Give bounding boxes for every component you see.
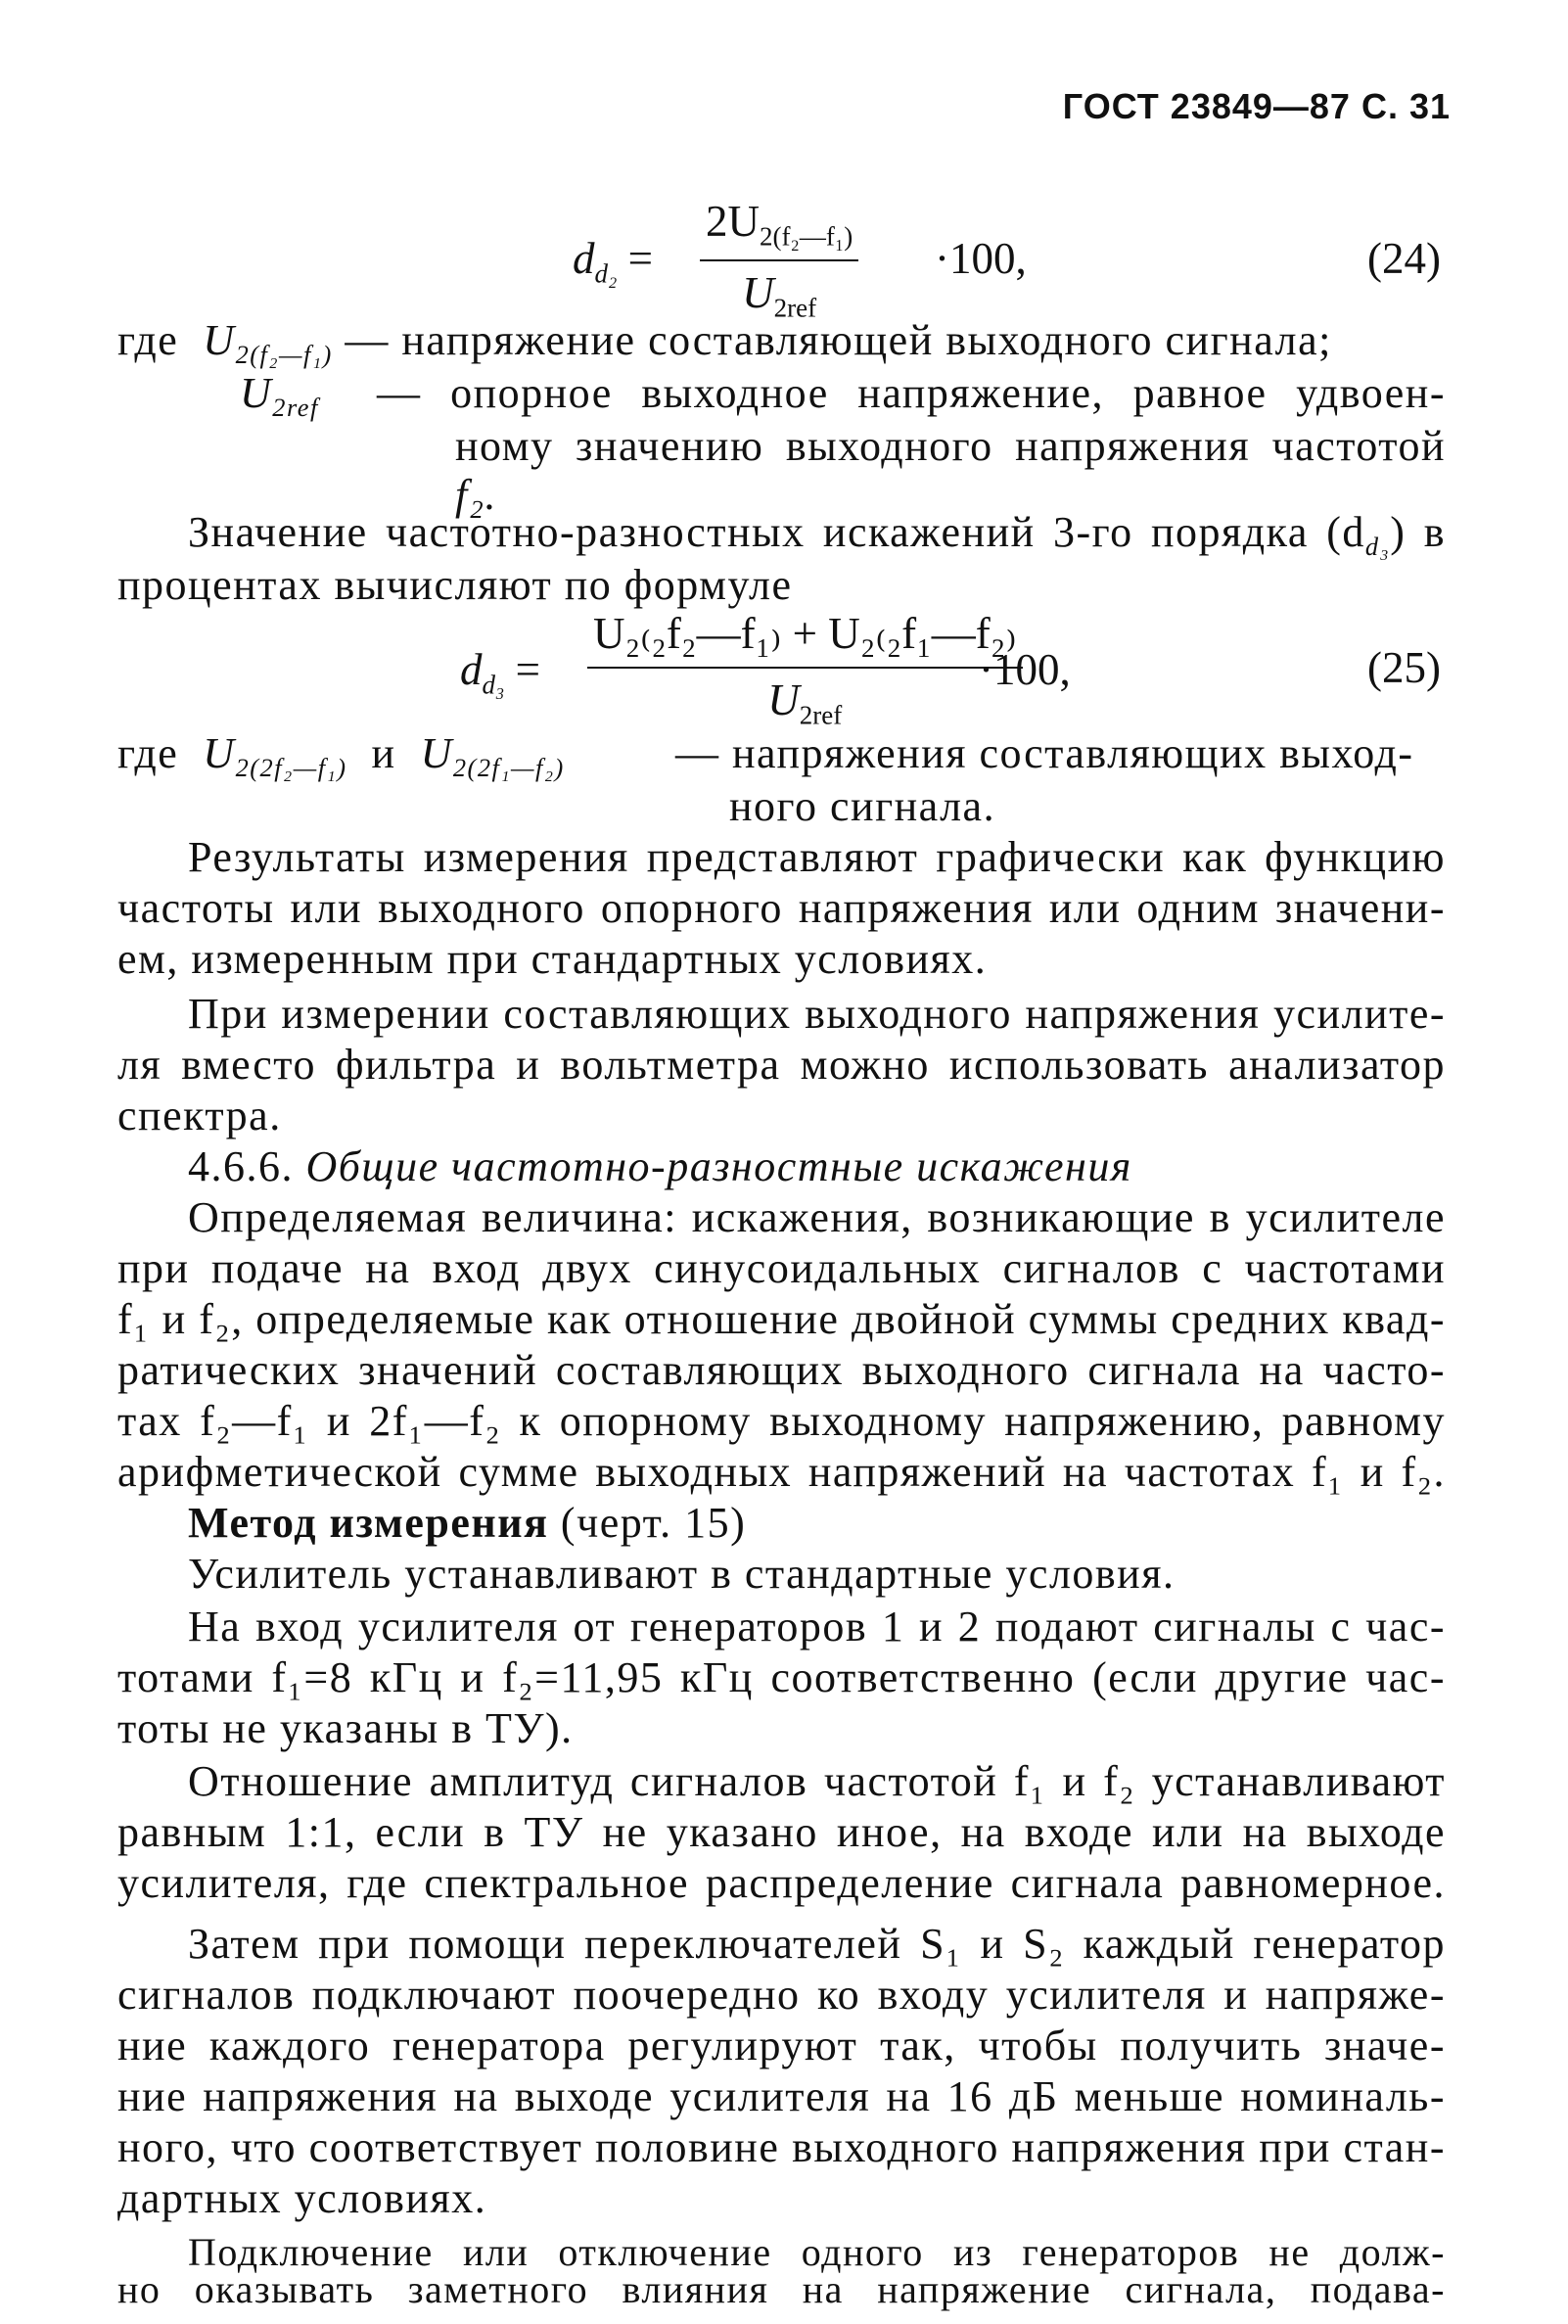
body-3-line-1: Отношение амплитуд сигналов частотой f₁ и f₂ устанавливают — [188, 1757, 1446, 1805]
def-25-line-2: ного сигнала. — [729, 782, 996, 830]
def-24-line-2: $U_{2ref}$ — опорное выходное напряжение, равное удвоен- — [240, 369, 1446, 423]
equation-number-25: (25) — [1367, 643, 1441, 692]
body-5-line-1: Подключение или отключение одного из генераторов не долж- — [188, 2230, 1446, 2274]
def-24-line-3: ному значению выходного напряжения частотой — [455, 422, 1446, 470]
definition-line-2: при подаче на вход двух синусоидальных сигналов с частотами — [117, 1244, 1446, 1292]
definition-line-4: ратических значений составляющих выходного сигнала на часто- — [117, 1346, 1446, 1394]
definition-line-3: f₁ и f₂, определяемые как отношение двойной суммы средних квад- — [117, 1295, 1446, 1343]
para-1-line-3: ем, измеренным при стандартных условиях. — [117, 935, 988, 983]
body-4-line-4: ние напряжения на выходе усилителя на 16 дБ меньше номиналь- — [117, 2072, 1446, 2120]
definition-line-6: арифметической сумме выходных напряжений на частотах f₁ и f₂. — [117, 1448, 1446, 1496]
body-4-line-5: ного, что соответствует половине выходного напряжения при стан- — [117, 2123, 1446, 2171]
formula-25-fraction: U₂₍₂f₂—f₁₎ + U₂₍₂f₁—f₂₎ $U_{2ref}$ — [587, 607, 1023, 730]
para-1-line-2: частоты или выходного опорного напряжения или одним значени- — [117, 884, 1446, 932]
body-4-line-2: сигналов подключают поочередно ко входу усилителя и напряже- — [117, 1971, 1446, 2019]
body-2-line-3: тоты не указаны в ТУ). — [117, 1704, 574, 1752]
para-2-line-2: ля вместо фильтра и вольтметра можно использовать анализатор — [117, 1041, 1446, 1089]
def-24-line-4: f₂. — [455, 471, 498, 519]
body-2-line-2: тотами f₁=8 кГц и f₂=11,95 кГц соответственно (если другие час- — [117, 1653, 1446, 1701]
formula-24-lhs: $d_{d_2}$ = — [573, 234, 654, 289]
body-3-line-2: равным 1:1, если в ТУ не указано иное, на входе или на выходе — [117, 1808, 1446, 1856]
formula-25-lhs: $d_{d_3}$ = — [460, 645, 541, 700]
method-heading: Метод измерения (черт. 15) — [188, 1499, 747, 1547]
para-2-line-1: При измерении составляющих выходного напряжения усилите- — [188, 990, 1446, 1038]
page-header: ГОСТ 23849—87 С. 31 — [1062, 86, 1451, 126]
formula-24-tail: ·100, — [935, 234, 1027, 283]
body-4-line-3: ние каждого генератора регулируют так, чтобы получить значе- — [117, 2022, 1446, 2069]
formula-24-fraction: $2U_{2(f_2—f_1)}$ $U_{2ref}$ — [700, 196, 858, 324]
equation-number-24: (24) — [1367, 234, 1441, 283]
definition-line-5: тах f₂—f₁ и 2f₁—f₂ к опорному выходному напряжению, равному — [117, 1397, 1446, 1445]
formula-25-tail: ·100, — [979, 645, 1071, 694]
body-3-line-3: усилителя, где спектральное распределение сигнала равномерное. — [117, 1859, 1446, 1907]
formula-25 — [460, 609, 1341, 732]
body-5-line-2: но оказывать заметного влияния на напряжение сигнала, подава- — [117, 2267, 1446, 2311]
body-1-line-1: Усилитель устанавливают в стандартные условия. — [188, 1550, 1176, 1598]
para-2-line-3: спектра. — [117, 1092, 282, 1139]
formula-24 — [573, 197, 1258, 323]
intro-25-line-1: Значение частотно-разностных искажений 3-го порядка $(d_{d_3})$ в — [188, 508, 1446, 562]
para-1-line-1: Результаты измерения представляют графически как функцию — [188, 833, 1446, 881]
def-25-line-1: где $U_{2(2f_2—f_1)}$ и $U_{2(2f_1—f_2)}$ — напряжения составляющих выход- — [117, 729, 1414, 783]
section-heading: 4.6.6. Общие частотно-разностные искажения — [188, 1142, 1132, 1190]
body-4-line-1: Затем при помощи переключателей S₁ и S₂ каждый генератор — [188, 1920, 1446, 1968]
def-24-line-1: где $U_{2(f_2—f_1)}$ — напряжение составляющей выходного сигнала; — [117, 316, 1332, 370]
body-4-line-6: дартных условиях. — [117, 2174, 487, 2222]
intro-25-line-2: процентах вычисляют по формуле — [117, 561, 793, 609]
definition-line-1: Определяемая величина: искажения, возникающие в усилителе — [188, 1193, 1446, 1241]
body-2-line-1: На вход усилителя от генераторов 1 и 2 подают сигналы с час- — [188, 1603, 1446, 1650]
